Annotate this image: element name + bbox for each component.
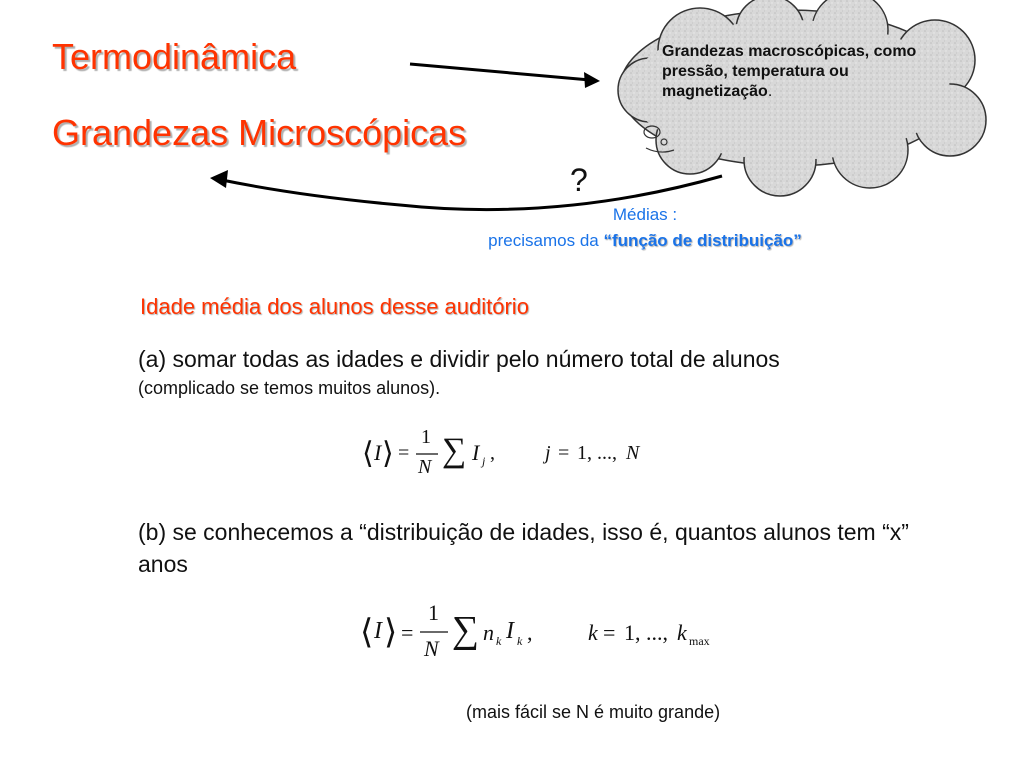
medias-note	[430, 202, 860, 254]
title-termodinamica: Termodinâmica	[52, 36, 297, 77]
medias-line2: precisamos da “função de distribuição”	[488, 231, 802, 250]
part-a-note: (complicado se temos muitos alunos).	[138, 378, 441, 398]
distribution-function-highlight: “função de distribuição”	[603, 231, 802, 250]
section-title: Idade média dos alunos desse auditório	[140, 294, 529, 319]
arrow-to-cloud	[410, 64, 590, 80]
medias-line1: Médias :	[612, 205, 678, 224]
part-b-note: (mais fácil se N é muito grande)	[466, 702, 721, 722]
part-b-text: (b) se conhecemos a “distribuição de idades, isso é, quantos alunos tem “x” anos	[138, 519, 909, 577]
question-mark: ?	[570, 162, 588, 198]
title-grandezas-microscopicas: Grandezas Microscópicas	[52, 112, 467, 153]
cloud-text: Grandezas macroscópicas, como pressão, temperatura ou magnetização.	[662, 43, 917, 100]
part-a-text: (a) somar todas as idades e dividir pelo número total de alunos	[138, 346, 780, 372]
